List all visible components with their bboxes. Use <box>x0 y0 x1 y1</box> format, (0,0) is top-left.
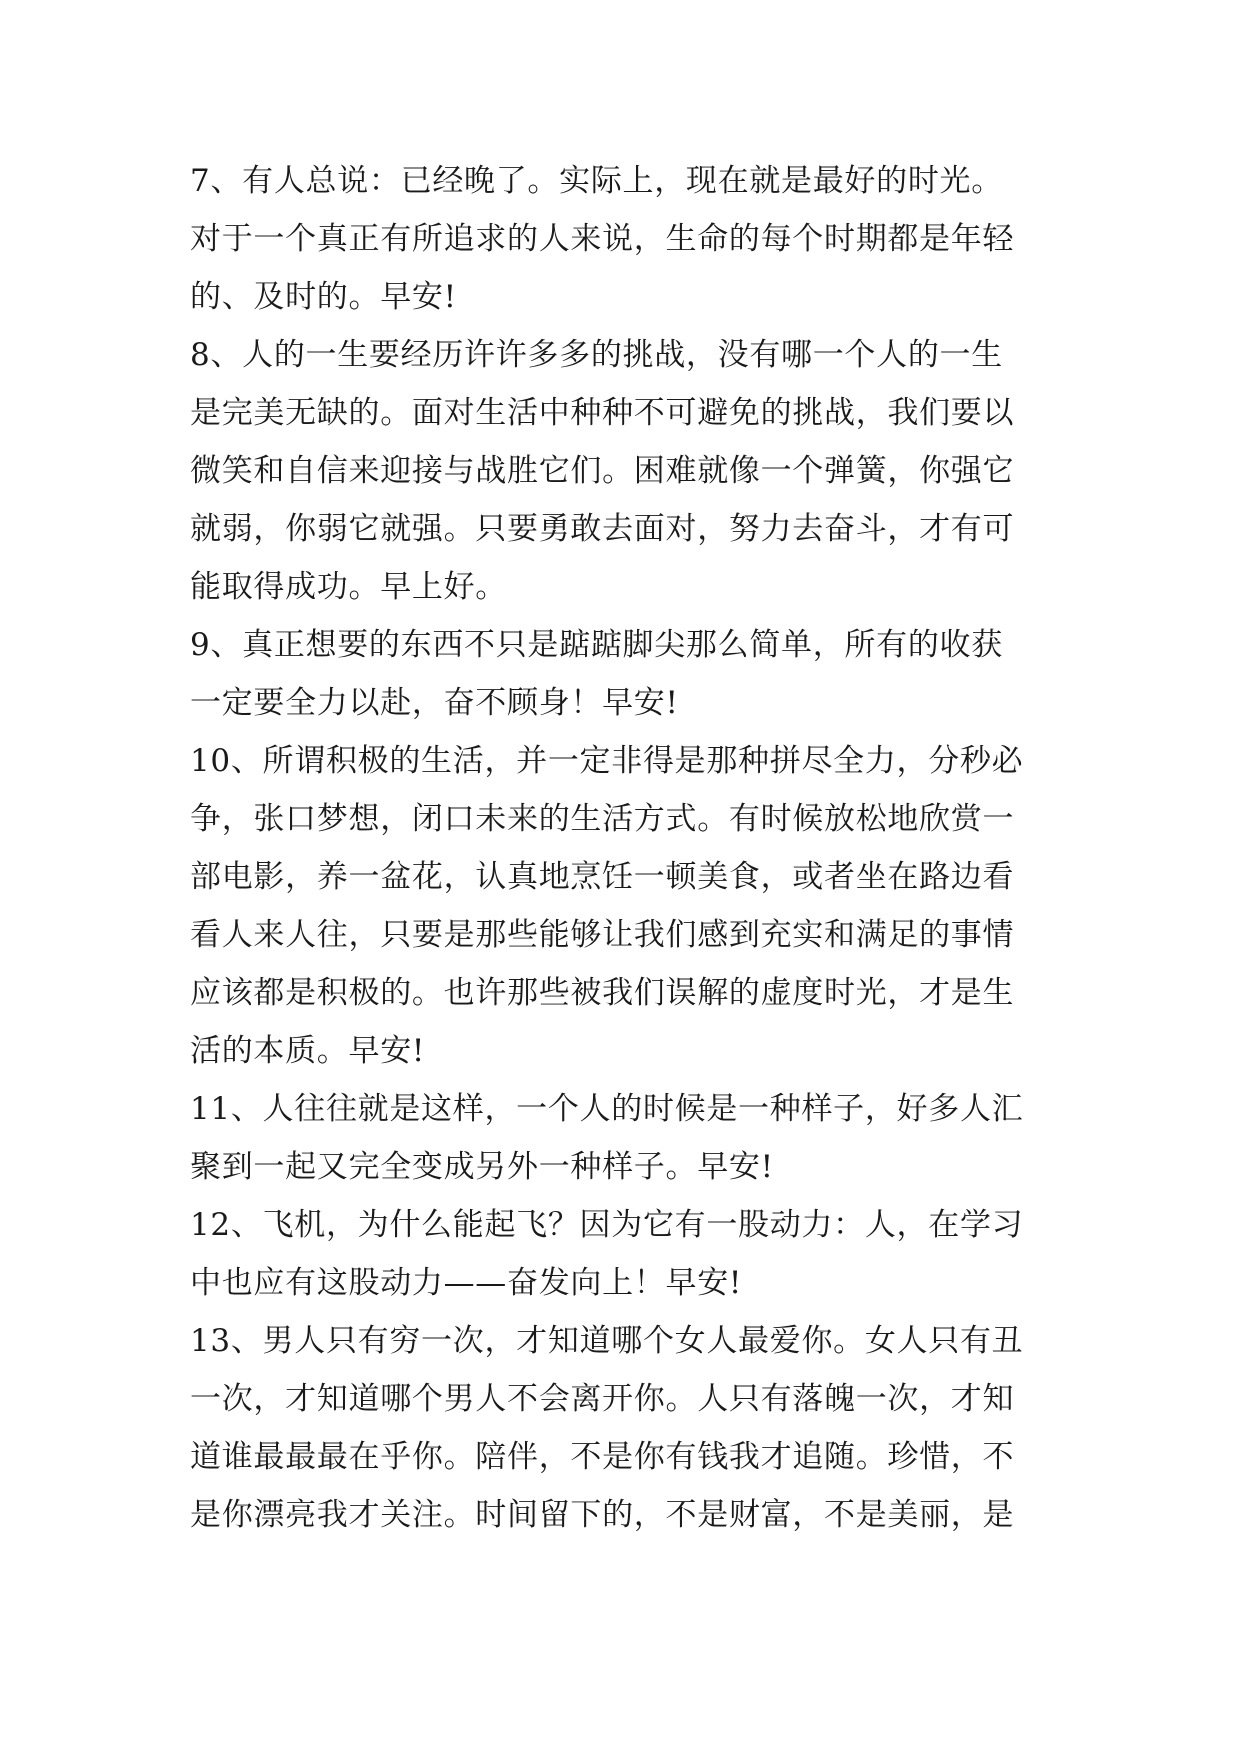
text-line: 的、及时的。早安! <box>190 279 457 315</box>
text-line: 是你漂亮我才关注。时间留下的，不是财富，不是美丽，是 <box>190 1497 1015 1533</box>
text-line: 聚到一起又完全变成另外一种样子。早安! <box>190 1149 774 1185</box>
text-line: 中也应有这股动力——奋发向上！早安! <box>190 1265 743 1301</box>
text-line: 对于一个真正有所追求的人来说，生命的每个时期都是年轻 <box>190 221 1015 257</box>
text-line: 12、飞机，为什么能起飞？因为它有一股动力：人，在学习 <box>190 1207 1024 1243</box>
text-line: 8、人的一生要经历许许多多的挑战，没有哪一个人的一生 <box>190 337 1003 373</box>
text-line: 争，张口梦想，闭口未来的生活方式。有时候放松地欣赏一 <box>190 801 1015 837</box>
text-line: 7、有人总说：已经晚了。实际上，现在就是最好的时光。 <box>190 163 1003 199</box>
text-line: 应该都是积极的。也许那些被我们误解的虚度时光，才是生 <box>190 975 1015 1011</box>
text-line: 就弱，你弱它就强。只要勇敢去面对，努力去奋斗，才有可 <box>190 511 1015 547</box>
text-line: 11、人往往就是这样，一个人的时候是一种样子，好多人汇 <box>190 1091 1024 1127</box>
text-line: 看人来人往，只要是那些能够让我们感到充实和满足的事情 <box>190 917 1015 953</box>
text-line: 能取得成功。早上好。 <box>190 569 507 605</box>
text-line: 是完美无缺的。面对生活中种种不可避免的挑战，我们要以 <box>190 395 1015 431</box>
document-body <box>190 152 1058 1544</box>
text-line: 道谁最最最在乎你。陪伴，不是你有钱我才追随。珍惜，不 <box>190 1439 1015 1475</box>
text-line: 10、所谓积极的生活，并一定非得是那种拼尽全力，分秒必 <box>190 743 1024 779</box>
text-line: 部电影，养一盆花，认真地烹饪一顿美食，或者坐在路边看 <box>190 859 1015 895</box>
text-line: 一次，才知道哪个男人不会离开你。人只有落魄一次，才知 <box>190 1381 1015 1417</box>
text-line: 一定要全力以赴，奋不顾身！早安! <box>190 685 679 721</box>
text-line: 13、男人只有穷一次，才知道哪个女人最爱你。女人只有丑 <box>190 1323 1024 1359</box>
text-line: 活的本质。早安! <box>190 1033 426 1069</box>
text-line: 9、真正想要的东西不只是踮踮脚尖那么简单，所有的收获 <box>190 627 1003 663</box>
text-line: 微笑和自信来迎接与战胜它们。困难就像一个弹簧，你强它 <box>190 453 1015 489</box>
